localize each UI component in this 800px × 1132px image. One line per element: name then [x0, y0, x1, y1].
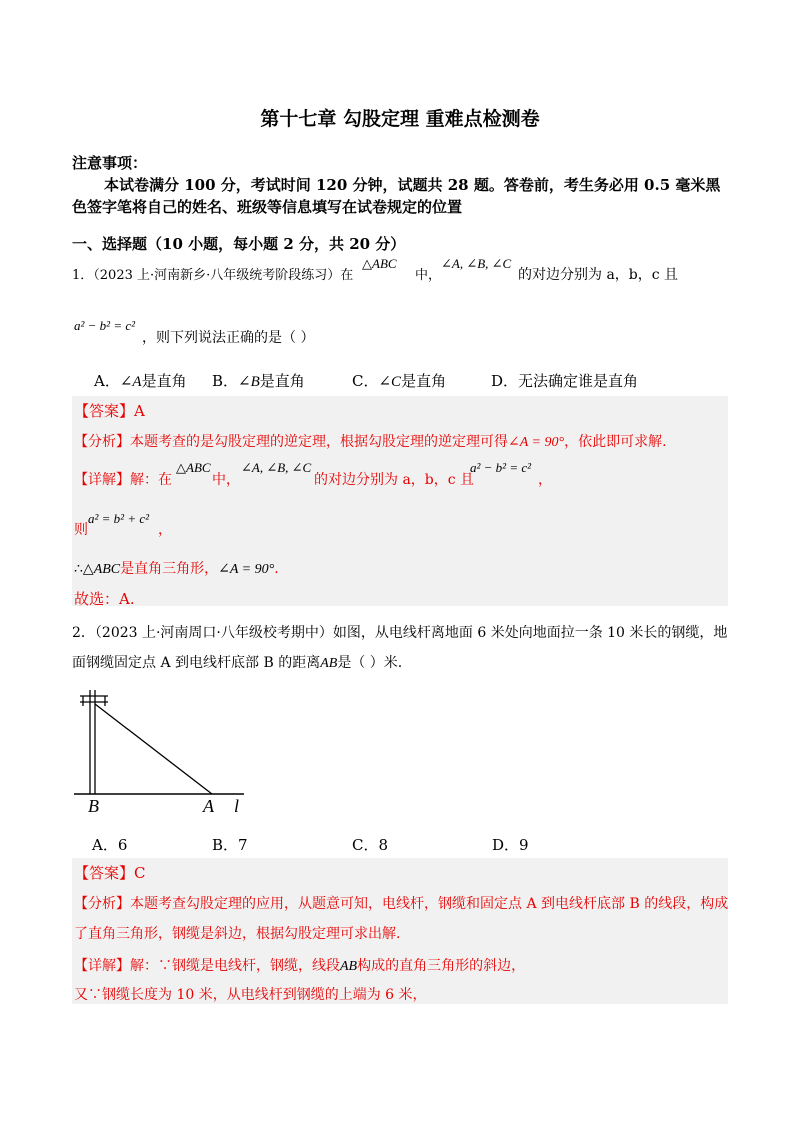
page-title: 第十七章 勾股定理 重难点检测卷: [260, 108, 540, 130]
q1-opposite: 的对边分别为 a，b，c 且: [518, 267, 679, 283]
q1-detail-angles: ∠A, ∠B, ∠C: [241, 460, 312, 475]
section-heading: 一、选择题（10 小题，每小题 2 分，共 20 分）: [72, 235, 406, 253]
q1-detail-a: 【详解】解：在: [74, 472, 172, 488]
q1-option-d: D．无法确定谁是直角: [491, 372, 639, 390]
q1-then: 则: [74, 522, 88, 538]
notice-line2: 色签字笔将自己的姓名、班级等信息填写在试卷规定的位置: [72, 198, 463, 216]
q2-detail-2: 又∵钢缆长度为 10 米，从电线杆到钢缆的上端为 6 米，: [74, 987, 427, 1003]
q2-line2: 面钢缆固定点 A 到电线杆底部 B 的距离AB是（ ）米.: [72, 655, 403, 671]
q2-detail-1: 【详解】解：∵钢缆是电线杆，钢缆，线段AB构成的直角三角形的斜边，: [74, 958, 526, 974]
q1-number: 1．: [72, 268, 94, 283]
q1-analysis: 【分析】本题考查的是勾股定理的逆定理，根据勾股定理的逆定理可得∠A = 90°，依此即可求解.: [74, 434, 667, 450]
notice-line1: 本试卷满分 100 分，考试时间 120 分钟，试题共 28 题。答卷前，考生务必用 0.5 毫米黑: [104, 176, 721, 194]
q1-conclusion: 故选：A.: [74, 590, 135, 608]
q1-triangle: △ABC: [362, 256, 397, 271]
q2-analysis-1: 【分析】本题考查勾股定理的应用，从题意可知，电线杆，钢缆和固定点 A 到电线杆底部 B 的线段，构成: [74, 896, 729, 912]
q1-comma-2: ，: [158, 522, 172, 538]
utility-pole: [80, 690, 108, 794]
q1-option-c: C．∠C是直角: [352, 372, 447, 390]
q2-option-a: A．6: [92, 836, 128, 854]
q1-answer: 【答案】A: [74, 402, 145, 420]
q1-option-a: A．∠A是直角: [94, 372, 187, 390]
q1-option-b: B．∠B是直角: [212, 372, 305, 390]
q2-analysis-2: 了直角三角形，钢缆是斜边，根据勾股定理可求出解.: [74, 926, 401, 942]
notice-heading: 注意事项：: [72, 154, 148, 172]
q1-detail-triangle: △ABC: [176, 460, 211, 475]
q2-answer: 【答案】C: [74, 864, 146, 882]
q1-line1: [72, 264, 353, 283]
q2-option-c: C．8: [352, 836, 389, 854]
cable-line: [95, 704, 212, 794]
q1-equation: a² − b² = c²: [74, 318, 136, 333]
q2-option-d: D．9: [492, 836, 529, 854]
q1-source: （2023 上·河南新乡·八年级统考阶段练习）在: [93, 268, 354, 283]
q1-zhong: 中，: [415, 268, 442, 283]
q1-equation-2: a² = b² + c²: [88, 511, 150, 526]
q1-after-eq: ，则下列说法正确的是（ ）: [142, 330, 315, 346]
q2-option-b: B．7: [212, 836, 248, 854]
q2-figure: [70, 682, 270, 822]
q1-detail-zhong: 中，: [212, 472, 240, 488]
point-b-label: B: [88, 796, 99, 816]
point-a-label: A: [203, 796, 214, 816]
q1-detail-comma: ，: [538, 472, 552, 488]
q2-line1: 2．（2023 上·河南周口·八年级校考期中）如图，从电线杆离地面 6 米处向地面拉一条 10 米长的钢缆，地: [72, 625, 728, 641]
q1-therefore: ∴△ABC是直角三角形，∠A = 90°.: [74, 561, 279, 577]
q1-detail-equation: a² − b² = c²: [470, 460, 532, 475]
line-l-label: l: [234, 796, 240, 816]
q1-angles: ∠A, ∠B, ∠C: [441, 256, 512, 271]
q1-detail-opposite: 的对边分别为 a，b，c 且: [314, 472, 475, 488]
